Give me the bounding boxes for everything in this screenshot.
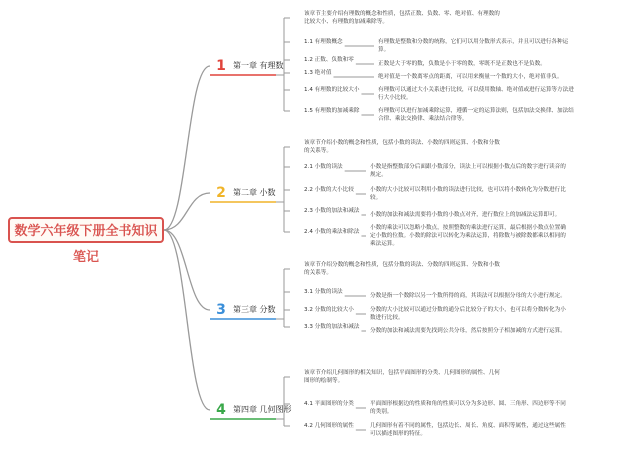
- section-description-line: 小数是指整数部分后面跟小数部分，读法上可以根据小数点后的数字进行读音的: [370, 164, 566, 170]
- section-title[interactable]: 1.5 有理数的加减乘除: [304, 108, 360, 114]
- section-title[interactable]: 4.2 几何图形的属性: [304, 423, 354, 429]
- chapter-number: 4: [216, 402, 226, 418]
- section-title[interactable]: 1.1 有理数概念: [304, 39, 343, 45]
- section-description-line: 定小数的位数。小数的除法可以转化为乘法运算，将除数与被除数都乘以相同的: [370, 233, 566, 239]
- chapter-node-3[interactable]: [214, 301, 278, 319]
- section-description-line: 正数是大于零的数，负数是小于零的数，零既不是正数也不是负数。: [378, 61, 546, 67]
- chapter-title: 第一章 有理数: [233, 61, 284, 70]
- chapter-number: 3: [216, 302, 226, 318]
- chapter-title: 第二章 小数: [233, 188, 276, 197]
- section-description-line: 数进行比较。: [370, 315, 404, 321]
- chapter-intro-line: 该章节介绍分数的概念和性质，包括分数的读法、分数的四则运算、分数和小数: [304, 262, 500, 268]
- section-description-line: 行大小比较。: [378, 95, 412, 101]
- chapter-intro-line: 该章节主要介绍有理数的概念和性质，包括正数、负数、零、绝对值、有理数的: [304, 11, 500, 17]
- section-description-line: 几何图形有着不同的属性，包括边长、周长、角度、面积等属性，通过这些属性: [370, 423, 566, 429]
- section-description-line: 规定。: [370, 172, 387, 178]
- section-description-line: 可以描述图形的特征。: [370, 431, 426, 437]
- section-description-line: 有理数可以进行加减乘除运算，遵循一定的运算法则，包括加法交换律、加法结: [378, 108, 574, 114]
- section-description-line: 小数的大小比较可以利用小数的读法进行比较，也可以将小数转化为分数进行比: [370, 187, 566, 193]
- section-title[interactable]: 1.2 正数、负数和零: [304, 57, 354, 63]
- chapter-node-1[interactable]: [214, 57, 286, 75]
- section-description-line: 小数的乘法可以忽略小数点，按照整数的乘法进行运算，最后根据小数点位置确: [370, 225, 566, 231]
- section-title[interactable]: 1.4 有理数的比较大小: [304, 87, 360, 93]
- section-title[interactable]: 4.1 平面图形的分类: [304, 401, 354, 407]
- section-description-line: 分数的大小比较可以通过分数的通分后比较分子的大小，也可以将分数转化为小: [370, 307, 566, 313]
- section-description-line: 较。: [370, 195, 382, 201]
- section-title[interactable]: 2.4 小数的乘法和除法: [304, 229, 360, 235]
- root-title[interactable]: 数学六年级下册全书知识笔记: [8, 217, 164, 243]
- section-title[interactable]: 3.3 分数的加法和减法: [304, 324, 360, 330]
- chapter-title: 第四章 几何图形: [233, 405, 292, 414]
- section-description-line: 的类别。: [370, 409, 393, 415]
- chapter-intro-line: 该章节介绍几何图形的相关知识，包括平面图形的分类、几何图形的属性、几何: [304, 370, 500, 376]
- section-description-line: 乘法运算。: [370, 241, 398, 247]
- section-description-line: 分数的加法和减法需要先找到公共分母，然后按照分子相加减的方式进行运算。: [370, 328, 566, 334]
- section-title[interactable]: 1.3 绝对值: [304, 70, 332, 76]
- chapter-title: 第三章 分数: [233, 305, 276, 314]
- section-title[interactable]: 2.2 小数的大小比较: [304, 187, 354, 193]
- section-description-line: 合律、乘法交换律、乘法结合律等。: [378, 116, 468, 122]
- section-title[interactable]: 2.3 小数的加法和减法: [304, 208, 360, 214]
- chapter-intro-line: 的关系等。: [304, 148, 332, 154]
- chapter-intro-line: 该章节介绍小数的概念和性质，包括小数的读法、小数的四则运算、小数和分数: [304, 140, 500, 146]
- section-description-line: 平面图形根据边的性质和角的性质可以分为多边形、圆、三角形、四边形等不同: [370, 401, 566, 407]
- section-title[interactable]: 3.1 分数的读法: [304, 289, 343, 295]
- chapter-node-2[interactable]: [214, 184, 278, 202]
- chapter-intro-line: 的关系等。: [304, 270, 332, 276]
- chapter-node-4[interactable]: [214, 401, 294, 419]
- chapter-intro-line: 图形的绘制等。: [304, 378, 344, 384]
- section-description-line: 算。: [378, 47, 390, 53]
- section-description-line: 小数的加法和减法需要将小数的小数点对齐，进行数位上的加减法运算即可。: [370, 212, 561, 218]
- section-title[interactable]: 3.2 分数的比较大小: [304, 307, 354, 313]
- chapter-intro-line: 比较大小、有理数的加减乘除等。: [304, 19, 388, 25]
- section-description-line: 分数是指一个数除以另一个数所得的商，其读法可以根据分母的大小进行规定。: [370, 293, 566, 299]
- chapter-number: 2: [216, 185, 226, 201]
- section-description-line: 有理数是整数和分数的统称，它们可以用分数形式表示，并且可以进行各种运: [378, 39, 569, 45]
- section-description-line: 有理数可以通过大小关系进行比较，可以使用数轴、绝对值或进行运算等方法进: [378, 87, 574, 93]
- chapter-number: 1: [216, 58, 226, 74]
- section-title[interactable]: 2.1 小数的读法: [304, 164, 343, 170]
- section-description-line: 绝对值是一个数离零点的距离，可以用来衡量一个数的大小，绝对值非负。: [378, 74, 563, 80]
